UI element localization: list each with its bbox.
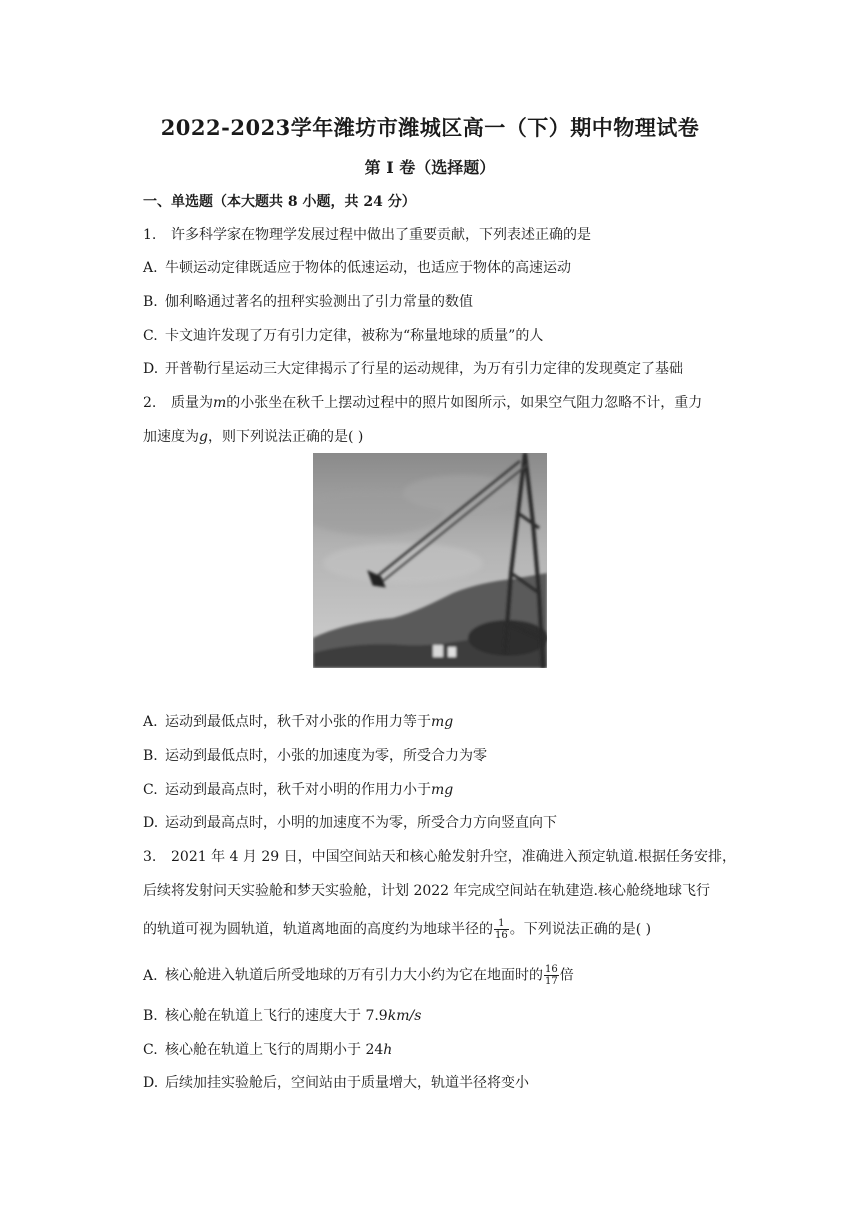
fraction-sixteen-seventeenths: $\frac{16}{17}$: [545, 964, 558, 987]
question-3-stem-line-3: 的轨道可视为圆轨道，轨道离地面的高度约为地球半径的 $\frac{1}{16}$ 。下列说法正确的是( ): [143, 918, 652, 941]
question-1-stem: 1. 许多科学家在物理学发展过程中做出了重要贡献，下列表述正确的是: [143, 227, 591, 243]
question-3-stem-line-2: 后续将发射问天实验舱和梦天实验舱，计划 2022 年完成空间站在轨建造.核心舱绕地球飞行: [143, 883, 710, 899]
question-1-option-b: B. 伽利略通过著名的扭秤实验测出了引力常量的数值: [143, 294, 473, 310]
question-2-option-c: C. 运动到最高点时，秋千对小明的作用力小于mg: [143, 782, 454, 798]
question-3-option-b: B. 核心舱在轨道上飞行的速度大于 7.9km/s: [143, 1008, 422, 1024]
section-heading: 一、单选题（本大题共 8 小题，共 24 分）: [143, 194, 416, 210]
question-3-stem-line-1: 3. 2021 年 4 月 29 日，中国空间站天和核心舱发射升空，准确进入预定轨道.根据任务安排，: [143, 849, 737, 865]
question-2-stem-line-1: 2. 质量为m的小张坐在秋千上摆动过程中的照片如图所示，如果空气阻力忽略不计，重力: [143, 395, 703, 411]
question-3-option-d: D. 后续加挂实验舱后，空间站由于质量增大，轨道半径将变小: [143, 1075, 529, 1091]
exam-title: 2022-2023学年潍坊市潍城区高一（下）期中物理试卷: [160, 115, 700, 140]
question-1-option-d: D. 开普勒行星运动三大定律揭示了行星的运动规律，为万有引力定律的发现奠定了基础: [143, 361, 683, 377]
question-1-option-c: C. 卡文迪许发现了万有引力定律，被称为“称量地球的质量”的人: [143, 328, 544, 344]
question-2-option-d: D. 运动到最高点时，小明的加速度不为零，所受合力方向竖直向下: [143, 815, 557, 831]
question-2-stem-line-2: 加速度为g，则下列说法正确的是( ): [143, 429, 364, 445]
question-number: 2.: [143, 395, 157, 411]
exam-subtitle: 第 I 卷（选择题）: [364, 158, 496, 177]
question-number: 1.: [143, 227, 157, 243]
question-2-option-b: B. 运动到最低点时，小张的加速度为零，所受合力为零: [143, 748, 487, 764]
question-number: 3.: [143, 849, 157, 865]
swing-photo: [313, 453, 547, 668]
question-3-option-a: A. 核心舱进入轨道后所受地球的万有引力大小约为它在地面时的 $\frac{16}{17}$ 倍: [143, 964, 574, 987]
question-3-option-c: C. 核心舱在轨道上飞行的周期小于 24h: [143, 1042, 393, 1058]
question-2-option-a: A. 运动到最低点时，秋千对小张的作用力等于mg: [143, 714, 454, 730]
fraction-one-sixteenth: $\frac{1}{16}$: [495, 918, 508, 941]
question-1-option-a: A. 牛顿运动定律既适应于物体的低速运动，也适应于物体的高速运动: [143, 260, 571, 276]
